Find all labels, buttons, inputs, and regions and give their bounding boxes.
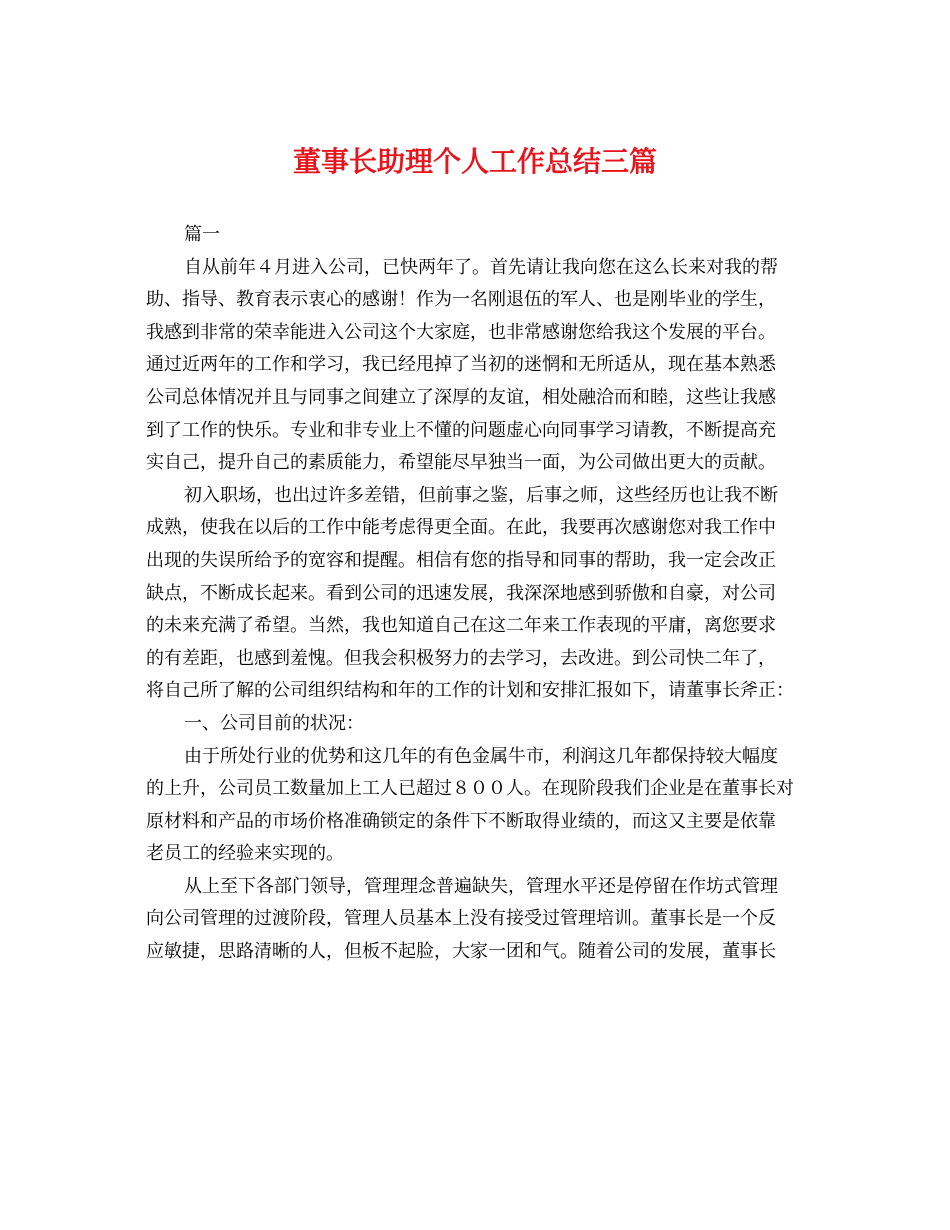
body-line: 公司总体情况并且与同事之间建立了深厚的友谊，相处融洽而和睦，这些让我感 — [146, 386, 776, 408]
body-line: 缺点，不断成长起来。看到公司的迅速发展，我深深地感到骄傲和自豪，对公司 — [146, 582, 776, 604]
body-line: 将自己所了解的公司组织结构和年的工作的计划和安排汇报如下，请董事长斧正： — [146, 680, 794, 702]
body-line: 原材料和产品的市场价格准确锁定的条件下不断取得业绩的，而这又主要是依靠 — [146, 810, 776, 832]
body-line: 实自己，提升自己的素质能力，希望能尽早独当一面，为公司做出更大的贡献。 — [146, 452, 776, 474]
body-line: 老员工的经验来实现的。 — [146, 843, 344, 865]
body-line: 的有差距，也感到羞愧。但我会积极努力的去学习，去改进。到公司快二年了， — [146, 647, 776, 669]
body-line: 助、指导、教育表示衷心的感谢！作为一名刚退伍的军人、也是刚毕业的学生， — [146, 289, 776, 311]
body-line: 的上升，公司员工数量加上工人已超过８００人。在现阶段我们企业是在董事长对 — [146, 778, 794, 800]
body-line: 向公司管理的过渡阶段，管理人员基本上没有接受过管理培训。董事长是一个反 — [146, 908, 776, 930]
body-line: 篇一 — [184, 224, 220, 245]
body-line: 初入职场，也出过许多差错，但前事之鉴，后事之师，这些经历也让我不断 — [184, 484, 778, 506]
document-body — [146, 219, 806, 969]
body-line: 成熟，使我在以后的工作中能考虑得更全面。在此，我要再次感谢您对我工作中 — [146, 517, 776, 539]
body-line: 我感到非常的荣幸能进入公司这个大家庭，也非常感谢您给我这个发展的平台。 — [146, 321, 776, 343]
body-line: 一、公司目前的状况： — [184, 712, 364, 734]
document-title: 董事长助理个人工作总结三篇 — [292, 145, 657, 178]
body-line: 出现的失误所给予的宽容和提醒。相信有您的指导和同事的帮助，我一定会改正 — [146, 549, 776, 571]
body-line: 由于所处行业的优势和这几年的有色金属牛市，利润这几年都保持较大幅度 — [184, 745, 778, 767]
body-line: 自从前年４月进入公司，已快两年了。首先请让我向您在这么长来对我的帮 — [184, 256, 778, 278]
body-line: 从上至下各部门领导，管理理念普遍缺失，管理水平还是停留在作坊式管理 — [184, 875, 778, 897]
body-line: 应敏捷，思路清晰的人，但板不起脸，大家一团和气。随着公司的发展，董事长 — [146, 941, 776, 963]
body-line: 的未来充满了希望。当然，我也知道自己在这二年来工作表现的平庸，离您要求 — [146, 615, 776, 637]
body-line: 到了工作的快乐。专业和非专业上不懂的问题虚心向同事学习请教，不断提高充 — [146, 419, 776, 441]
body-line: 通过近两年的工作和学习，我已经甩掉了当初的迷惘和无所适从，现在基本熟悉 — [146, 354, 776, 376]
